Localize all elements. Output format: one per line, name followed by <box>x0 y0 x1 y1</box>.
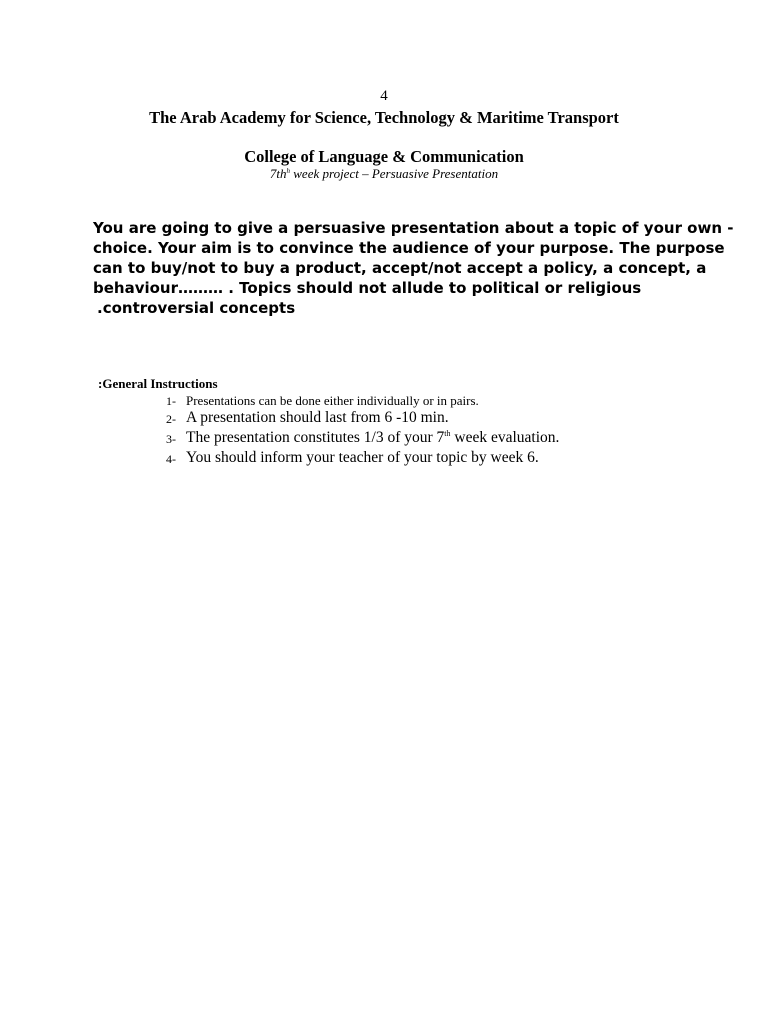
intro-line-4: behaviour……… . Topics should not allude to political or religious <box>93 279 642 297</box>
project-title-prefix: 7th <box>269 166 287 181</box>
instruction-item-3-after: week evaluation. <box>450 429 560 446</box>
instruction-item-3-before: The presentation constitutes 1/3 of your 7 <box>186 429 445 446</box>
general-instructions-heading: :General Instructions <box>98 376 218 391</box>
page-number: 4 <box>380 88 388 104</box>
college-title: College of Language & Communication <box>244 147 524 166</box>
instruction-item-2: A presentation should last from 6 -10 min. <box>186 409 449 426</box>
instruction-item-3-superscript: th <box>444 429 451 438</box>
instruction-number: 2- <box>166 412 176 426</box>
project-title-superscript: h <box>286 167 291 175</box>
instruction-number: 4- <box>166 452 176 466</box>
intro-line-2: choice. Your aim is to convince the audience of your purpose. The purpose <box>93 239 725 257</box>
instruction-item-4: You should inform your teacher of your topic by week 6. <box>186 449 539 466</box>
intro-line-3: can to buy/not to buy a product, accept/not accept a policy, a concept, a <box>93 259 707 277</box>
instruction-item-3 <box>186 429 559 447</box>
instruction-item-1: Presentations can be done either individually or in pairs. <box>186 393 479 408</box>
intro-line-1: You are going to give a persuasive presentation about a topic of your own - <box>93 219 734 237</box>
project-title <box>0 166 768 182</box>
institution-title: The Arab Academy for Science, Technology & Maritime Transport <box>149 108 619 127</box>
intro-line-5: .controversial concepts <box>97 299 296 317</box>
instruction-number: 3- <box>166 432 176 446</box>
instruction-number: 1- <box>166 394 176 408</box>
project-title-suffix: week project – Persuasive Presentation <box>290 166 499 181</box>
